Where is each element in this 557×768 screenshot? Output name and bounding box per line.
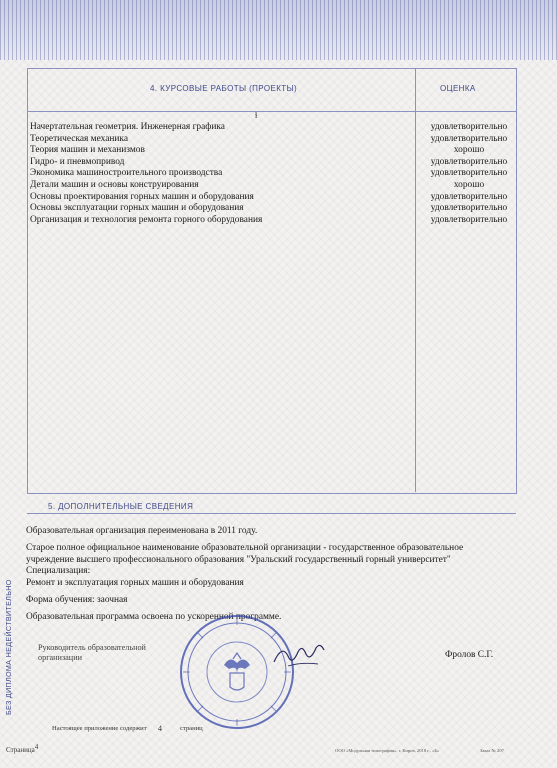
grade-value: удовлетворительно	[430, 122, 508, 132]
table-row	[30, 122, 510, 134]
section-divider	[27, 513, 516, 514]
page-number-label	[6, 743, 39, 754]
pages-word: страниц	[180, 725, 203, 732]
old-name-line: учреждение высшего профессионального образования "Уральский государственный горный университет"	[26, 554, 451, 565]
signer-name: Фролов С.Г.	[445, 650, 494, 660]
signature	[270, 640, 330, 670]
table-row	[30, 192, 510, 204]
grade-value: удовлетворительно	[430, 168, 508, 179]
signer-role	[38, 643, 188, 663]
specialization-label: Специализация:	[26, 566, 91, 577]
pages-count: 4	[158, 724, 162, 733]
guilloche-border	[0, 0, 557, 60]
grade-value: удовлетворительно	[430, 191, 508, 202]
table-row	[30, 180, 510, 192]
signer-role-line: Руководитель образовательной	[38, 643, 146, 652]
grade-value: удовлетворительно	[430, 133, 508, 144]
study-form: Форма обучения: заочная	[26, 594, 128, 605]
subject-name: Теория машин и механизмов	[30, 145, 145, 156]
subject-name: Основы проектирования горных машин и оборудования	[30, 191, 254, 202]
grade-value: удовлетворительно	[430, 203, 508, 214]
table-row	[30, 215, 510, 227]
pages-note-text: Настоящее приложение содержит	[52, 725, 147, 732]
grade-value: хорошо	[453, 145, 485, 156]
grade-value: удовлетворительно	[430, 156, 508, 167]
page-number: 4	[34, 743, 39, 751]
rename-note: Образовательная организация переименована в 2011 году.	[26, 526, 258, 536]
grade-header: ОЦЕНКА	[440, 84, 476, 93]
printer-imprint: ООО «Модульная типография», г. Киров, 2018 г., «Б»	[335, 748, 440, 753]
pen-mark: ɫ	[255, 111, 258, 120]
coursework-header: 4. КУРСОВЫЕ РАБОТЫ (ПРОЕКТЫ)	[150, 84, 298, 93]
subject-name: Организация и технология ремонта горного оборудования	[30, 214, 263, 225]
official-seal-stamp	[178, 613, 296, 731]
specialization-value: Ремонт и эксплуатация горных машин и оборудования	[26, 578, 244, 589]
pages-count-note	[52, 724, 203, 733]
subject-name: Гидро- и пневмопривод	[30, 156, 125, 167]
subject-name: Основы эксплуатации горных машин и оборудования	[30, 203, 244, 214]
subject-name: Начертательная геометрия. Инженерная графика	[30, 122, 225, 132]
table-row	[30, 203, 510, 215]
page-word: Страница	[6, 746, 35, 754]
grade-value: удовлетворительно	[430, 214, 508, 225]
table-row	[30, 157, 510, 169]
grade-value: хорошо	[453, 179, 485, 190]
subject-name: Теоретическая механика	[30, 133, 128, 144]
signer-role-line: организации	[38, 653, 82, 662]
invalid-without-diploma-note: БЕЗ ДИПЛОМА НЕДЕЙСТВИТЕЛЬНО	[4, 579, 13, 715]
accelerated-program-note: Образовательная программа освоена по ускоренной программе.	[26, 611, 282, 622]
header-divider	[27, 111, 516, 112]
old-name-line: Старое полное официальное наименование образовательной организации - государственное образовательное	[26, 542, 464, 553]
order-number: Заказ № 207	[480, 748, 504, 753]
additional-info	[26, 526, 526, 624]
table-row	[30, 134, 510, 146]
subject-name: Детали машин и основы конструирования	[30, 179, 199, 190]
table-row	[30, 145, 510, 157]
table-row	[30, 168, 510, 180]
additional-info-title: 5. ДОПОЛНИТЕЛЬНЫЕ СВЕДЕНИЯ	[48, 502, 194, 511]
coursework-list	[30, 122, 510, 226]
subject-name: Экономика машиностроительного производства	[30, 168, 223, 179]
